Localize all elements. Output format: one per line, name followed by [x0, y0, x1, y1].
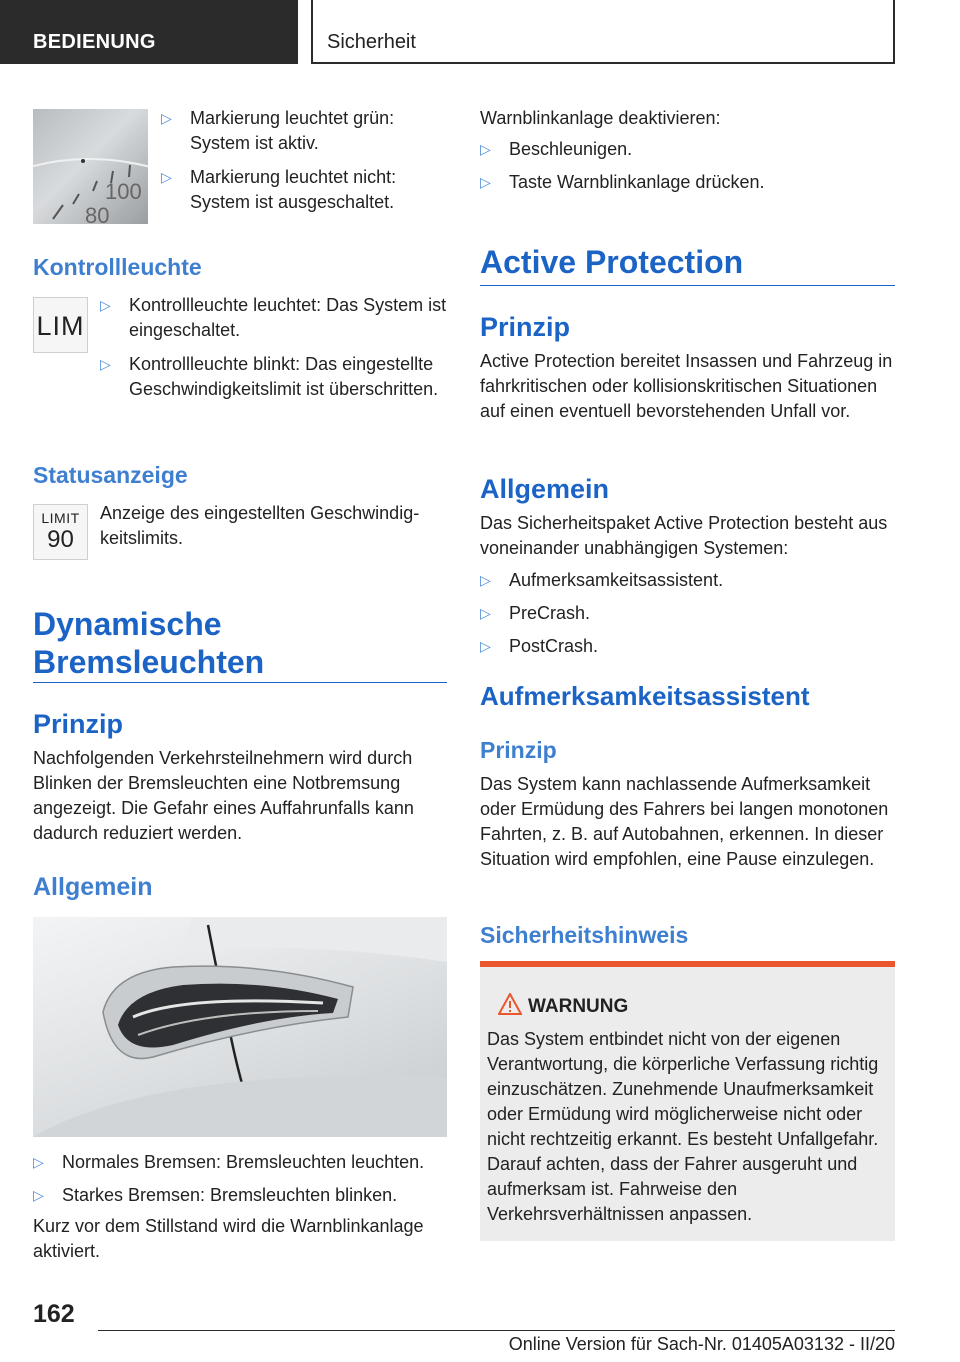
- triangle-bullet-icon: ▷: [480, 638, 491, 654]
- deactivate-bullets: [480, 137, 895, 195]
- status-heading: Statusanzeige: [33, 462, 188, 488]
- triangle-bullet-icon: ▷: [480, 141, 491, 157]
- speedo-number-80: 80: [85, 203, 110, 224]
- list-item: ▷ Markierung leuchtet nicht: System ist ausgeschaltet.: [161, 167, 397, 212]
- allgemein-heading-right: Allgemein: [480, 474, 610, 504]
- limit-90-icon: LIMIT 90: [33, 504, 88, 560]
- triangle-bullet-icon: ▷: [161, 110, 172, 126]
- prinzip-heading-left: Prinzip: [33, 709, 124, 739]
- list-item: ▷ PreCrash.: [480, 601, 895, 626]
- prinzip-heading-right: Prinzip: [480, 312, 571, 342]
- triangle-bullet-icon: ▷: [100, 356, 111, 372]
- list-item: ▷ Kontrollleuchte blinkt: Das eingestellte Geschwindigkeitslimit ist überschritten.: [100, 354, 439, 399]
- allgemein-heading-left: Allgemein: [33, 873, 153, 901]
- closing-text: Kurz vor dem Stillstand wird die Warnblinkanlage aktiviert.: [33, 1216, 424, 1261]
- speedo-number-100: 100: [105, 179, 142, 204]
- title-rule: [33, 682, 447, 683]
- footer-rule: [98, 1330, 895, 1331]
- list-item: ▷ Taste Warnblinkanlage drücken.: [480, 170, 895, 195]
- speedo-bullets: [161, 106, 447, 215]
- assist-text: Das System kann nachlassende Aufmerksamkeit oder Ermüdung des Fahrers bei langen monotonen Fahrten, z. B. auf Autobahnen, erkennen. In dieser Situation wird empfohlen, eine Pause einzulegen.: [480, 774, 889, 869]
- dyn-brake-title: Dynamische Bremsleuchten: [33, 606, 265, 680]
- triangle-bullet-icon: ▷: [33, 1187, 44, 1203]
- list-item: ▷ Markierung leuchtet grün: System ist aktiv.: [161, 108, 395, 153]
- list-item: ▷ Beschleunigen.: [480, 137, 895, 162]
- status-text: Anzeige des eingestellten Geschwindigkeitslimits.: [100, 503, 420, 548]
- assist-prinzip-heading: Prinzip: [480, 737, 557, 763]
- list-item: ▷ Starkes Bremsen: Bremsleuchten blinken.: [33, 1183, 447, 1208]
- list-item: ▷ Aufmerksamkeitsassistent.: [480, 568, 895, 593]
- car-taillight-image: [33, 917, 447, 1137]
- speedometer-image: [33, 109, 148, 224]
- sicher-heading: Sicherheitshinweis: [480, 922, 689, 948]
- triangle-bullet-icon: ▷: [33, 1154, 44, 1170]
- assist-heading: Aufmerksamkeitsassistent: [480, 681, 810, 711]
- warning-triangle-icon: [498, 993, 522, 1020]
- warning-title: WARNUNG: [528, 996, 629, 1017]
- triangle-bullet-icon: ▷: [100, 297, 111, 313]
- system-bullets: [480, 568, 895, 659]
- allgemein-text-right: Das Sicherheitspaket Active Protection besteht aus voneinander unabhängigen Systemen:: [480, 513, 888, 558]
- triangle-bullet-icon: ▷: [480, 174, 491, 190]
- deactivate-intro: Warnblinkanlage deaktivieren:: [480, 108, 721, 128]
- title-rule: [480, 285, 895, 286]
- triangle-bullet-icon: ▷: [480, 572, 491, 588]
- page-number: 162: [33, 1300, 75, 1328]
- kontroll-bullets: [100, 293, 447, 402]
- prinzip-text-right: Active Protection bereitet Insassen und Fahrzeug in fahrkritischen oder kollisionskritischen Situationen auf einen eventuell bevorstehenden Unfall vor.: [480, 351, 893, 421]
- warning-text: Das System entbindet nicht von der eigenen Verantwortung, die körperliche Verfassung richtig einzuschätzen. Zunehmende Unaufmerksamkeit oder Ermüdung wird möglicherweise nicht oder nicht rechtzeitig erkannt. Es besteht Unfallgefahr. Darauf achten, dass der Fahrer ausgeruht und aufmerksam ist. Fahrweise den Verkehrsverhältnissen anpassen.: [487, 1029, 879, 1224]
- list-item: ▷ PostCrash.: [480, 634, 895, 659]
- section-tab: BEDIENUNG: [0, 0, 298, 64]
- prinzip-text-left: Nachfolgenden Verkehrsteilnehmern wird durch Blinken der Bremsleuchten eine Notbremsung angezeigt. Die Gefahr eines Auffahrunfalls kann dadurch reduziert werden.: [33, 748, 414, 843]
- triangle-bullet-icon: ▷: [480, 605, 491, 621]
- footer-version: Online Version für Sach-Nr. 01405A03132 - II/20: [508, 1334, 895, 1354]
- lim-icon: LIM: [33, 297, 88, 353]
- active-protection-title: Active Protection: [480, 244, 744, 280]
- brake-bullets: [33, 1150, 447, 1208]
- topic-tab: Sicherheit: [311, 0, 895, 64]
- list-item: ▷ Kontrollleuchte leuchtet: Das System ist eingeschaltet.: [100, 295, 447, 340]
- triangle-bullet-icon: ▷: [161, 169, 172, 185]
- list-item: ▷ Normales Bremsen: Bremsleuchten leuchten.: [33, 1150, 447, 1175]
- kontroll-heading: Kontrollleuchte: [33, 254, 202, 280]
- warning-box: [480, 961, 895, 1241]
